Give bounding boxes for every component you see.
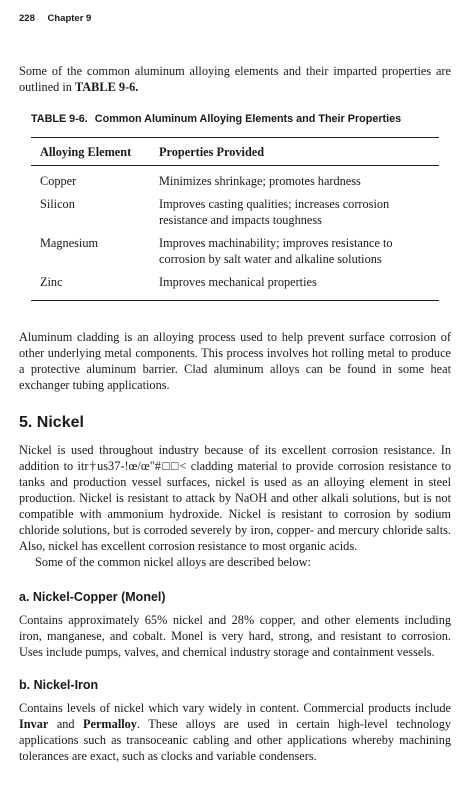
table-row [31, 189, 439, 228]
subheading-nickel-iron: b. Nickel-Iron [19, 678, 99, 692]
properties-cell: Improves machinability; improves resistance to corrosion by salt water and alkaline solutions [159, 236, 393, 266]
chapter-label: Chapter 9 [47, 13, 92, 24]
table-reference: TABLE 9-6. [75, 80, 139, 94]
table-title: Common Aluminum Alloying Elements and Their Properties [94, 113, 402, 125]
header-properties-provided: Properties Provided [159, 138, 439, 166]
element-cell: Magnesium [40, 236, 99, 250]
nickel-iron-text-1: Contains levels of nickel which vary widely in content. Commercial products include [19, 701, 451, 715]
running-head [19, 13, 91, 24]
table-row [31, 228, 439, 267]
permalloy-term: Permalloy [83, 717, 137, 731]
nickel-iron-text-2: . These alloys are used in certain high-level technology applications such as transoceanic cabling and other applications whereby machining tolerances are exact, such as clocks and variable condensers. [19, 717, 451, 763]
element-cell: Zinc [40, 275, 63, 289]
cladding-paragraph: Aluminum cladding is an alloying process used to help prevent surface corrosion of other underlying metal components. This process involves hot rolling metal to produce a protective aluminum barrier. Clad aluminum alloys can be found in some heat exchanger tubing applications. [19, 330, 451, 392]
nickel-paragraph: Nickel is used throughout industry because of its excellent corrosion resistance. In addition to itr†us37-!œ/œ"#□□< cladding material to provide corrosion resistance to tanks and production vessel surfaces, nickel is used as an alloying element in steel production. Nickel is resistant to attack by NaOH and other alkali solutions, but is not compatible with ammonium hydroxide. Nickel is resistant to corrosion by sodium chloride solutions, but is corroded severely by iron, copper- and mercury chloride salts. Also, nickel has excellent corrosion resistance to most organic acids. [19, 443, 451, 553]
element-cell: Copper [40, 173, 77, 188]
alloying-elements-table [31, 137, 439, 301]
properties-cell: Minimizes shrinkage; promotes hardness [159, 173, 361, 188]
monel-paragraph: Contains approximately 65% nickel and 28% copper, and other elements including iron, manganese, and cobalt. Monel is very hard, strong, and resistant to corrosion. Uses include pumps, valves, and chemical industry storage and containment vessels. [19, 613, 451, 659]
table-caption [31, 113, 401, 125]
element-cell: Silicon [40, 197, 75, 211]
properties-cell: Improves mechanical properties [159, 275, 317, 289]
subheading-nickel-copper: a. Nickel-Copper (Monel) [19, 590, 166, 604]
invar-term: Invar [19, 717, 49, 731]
table-number: TABLE 9-6. [31, 113, 88, 125]
intro-paragraph [19, 63, 451, 95]
nickel-alloys-intro: Some of the common nickel alloys are described below: [35, 555, 311, 569]
intro-text: Some of the common aluminum alloying elements and their imparted properties are outlined in [19, 64, 451, 94]
properties-cell: Improves casting qualities; increases corrosion resistance and impacts toughness [159, 197, 390, 227]
nickel-iron-paragraph [19, 700, 451, 764]
table-row [31, 165, 439, 189]
table-header-row [31, 138, 439, 166]
and-text: and [48, 717, 83, 731]
table-row [31, 267, 439, 300]
header-alloying-element: Alloying Element [31, 138, 159, 166]
nickel-body [19, 442, 451, 570]
page-number: 228 [19, 13, 35, 24]
section-heading-nickel: 5. Nickel [19, 414, 84, 431]
